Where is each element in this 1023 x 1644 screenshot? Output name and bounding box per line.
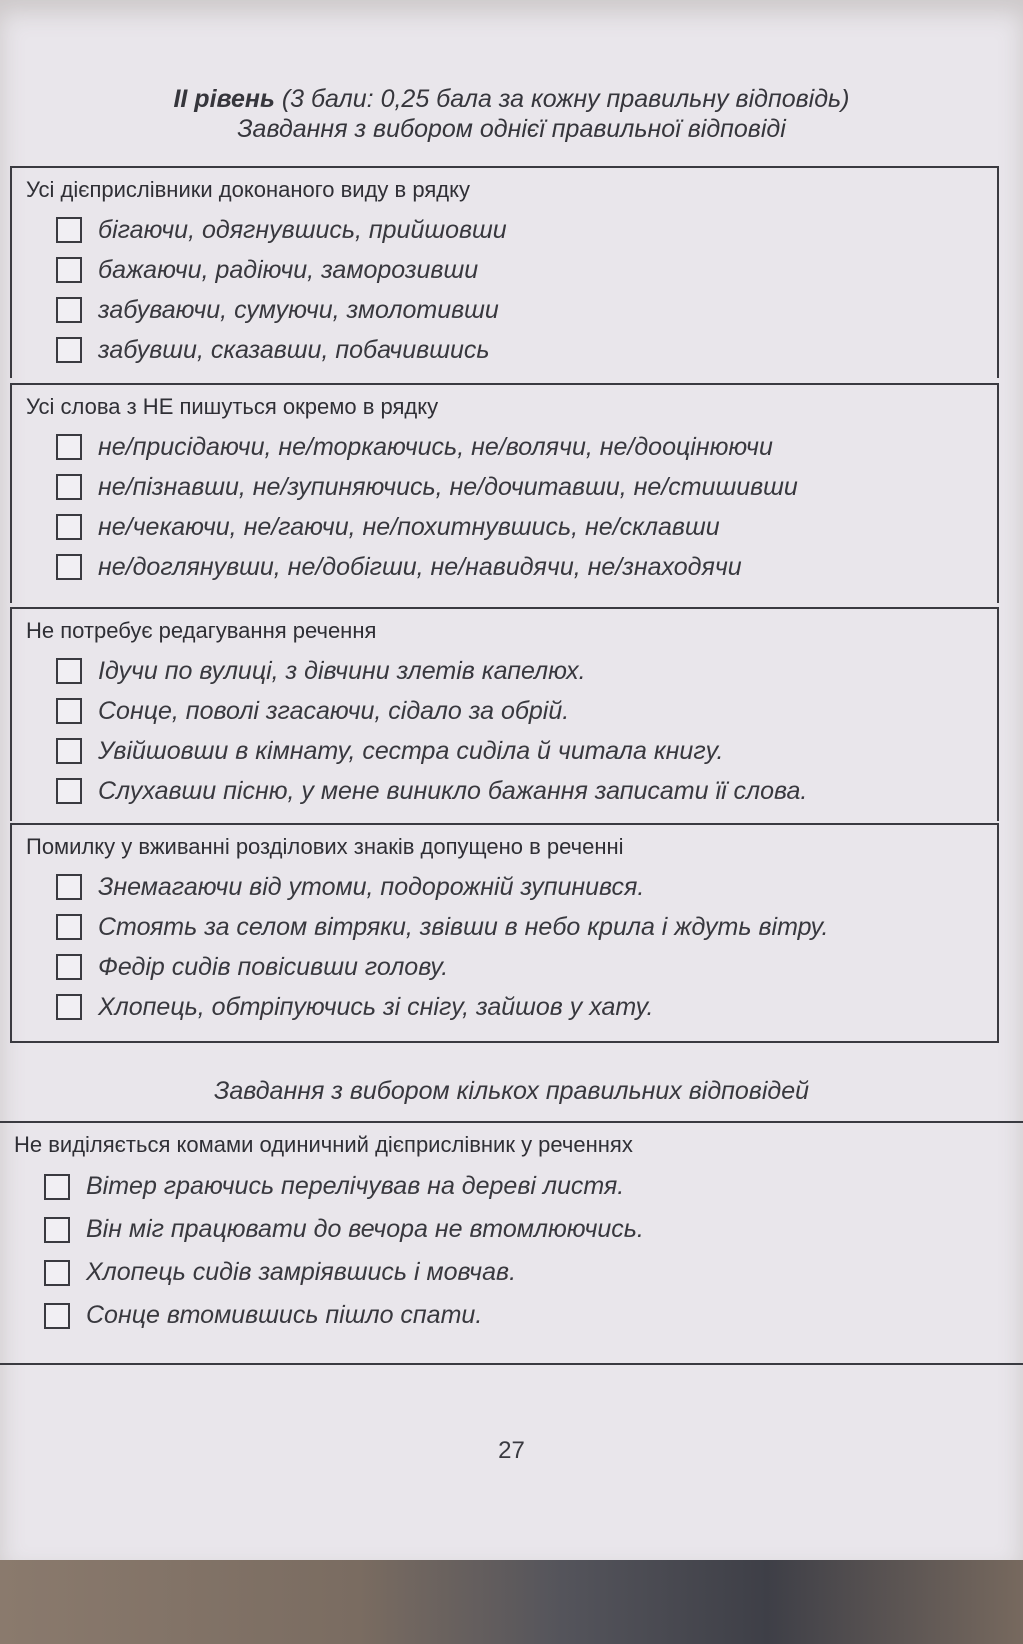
option-text: Сонце, поволі згасаючи, сідало за обрій. [98, 696, 570, 725]
option-text: Слухавши пісню, у мене виникло бажання записати її слова. [98, 776, 808, 805]
checkbox[interactable] [56, 474, 82, 500]
option-1a[interactable] [56, 210, 997, 250]
option-text: забуваючи, сумуючи, змолотивши [98, 295, 499, 324]
option-1c[interactable] [56, 290, 997, 330]
option-1d[interactable] [56, 330, 997, 370]
checkbox[interactable] [56, 514, 82, 540]
option-3b[interactable] [56, 691, 997, 731]
option-2b[interactable] [56, 467, 997, 507]
checkbox[interactable] [56, 554, 82, 580]
checkbox[interactable] [56, 658, 82, 684]
checkbox[interactable] [56, 874, 82, 900]
question-title: Усі дієприслівники доконаного виду в рядку [26, 177, 470, 202]
checkbox[interactable] [56, 914, 82, 940]
checkbox[interactable] [56, 954, 82, 980]
checkbox[interactable] [56, 217, 82, 243]
checkbox[interactable] [44, 1174, 70, 1200]
level-header [0, 84, 1023, 144]
question-title: Не потребує редагування речення [26, 618, 377, 643]
checkbox[interactable] [56, 257, 82, 283]
level-label: II рівень [173, 85, 275, 113]
option-text: не/присідаючи, не/торкаючись, не/волячи, не/дооцінюючи [98, 432, 773, 461]
checkbox[interactable] [44, 1260, 70, 1286]
question-2 [10, 383, 999, 603]
checkbox[interactable] [56, 297, 82, 323]
option-5d[interactable] [44, 1294, 1023, 1337]
option-2a[interactable] [56, 427, 997, 467]
option-text: Увійшовши в кімнату, сестра сиділа й читала книгу. [98, 736, 724, 765]
option-3a[interactable] [56, 651, 997, 691]
background-fabric [0, 1560, 1023, 1644]
question-1 [10, 166, 999, 378]
option-text: Він міг працювати до вечора не втомлюючись. [86, 1215, 644, 1243]
single-choice-subtitle: Завдання з вибором однієї правильної відповіді [237, 115, 786, 143]
option-text: не/доглянувши, не/добігши, не/навидячи, не/знаходячи [98, 552, 742, 581]
option-2d[interactable] [56, 547, 997, 587]
option-text: бігаючи, одягнувшись, прийшовши [98, 215, 507, 244]
option-text: Ідучи по вулиці, з дівчини злетів капелюх. [98, 656, 586, 685]
question-title: Не виділяється комами одиничний дієприслівник у реченнях [14, 1132, 633, 1157]
option-3c[interactable] [56, 731, 997, 771]
option-text: не/чекаючи, не/гаючи, не/похитнувшись, не/склавши [98, 512, 720, 541]
checkbox[interactable] [56, 994, 82, 1020]
checkbox[interactable] [44, 1217, 70, 1243]
checkbox[interactable] [56, 434, 82, 460]
level-heading [0, 84, 1023, 114]
question-title: Помилку у вживанні розділових знаків допущено в реченні [26, 834, 624, 859]
option-text: Вітер граючись перелічував на дереві листя. [86, 1172, 625, 1200]
option-text: бажаючи, радіючи, заморозивши [98, 255, 479, 284]
checkbox[interactable] [56, 738, 82, 764]
page-number: 27 [498, 1437, 525, 1464]
question-3 [10, 607, 999, 821]
option-4b[interactable] [56, 907, 997, 947]
option-text: Хлопець сидів замріявшись і мовчав. [86, 1258, 517, 1286]
option-4c[interactable] [56, 947, 997, 987]
option-text: Хлопець, обтріпуючись зі снігу, зайшов у хату. [98, 992, 654, 1021]
checkbox[interactable] [56, 698, 82, 724]
option-3d[interactable] [56, 771, 997, 811]
option-5b[interactable] [44, 1208, 1023, 1251]
option-text: не/пізнавши, не/зупиняючись, не/дочитавши, не/стишивши [98, 472, 798, 501]
option-text: забувши, сказавши, побачившись [98, 335, 490, 364]
question-4 [10, 823, 999, 1043]
option-text: Стоять за селом вітряки, звівши в небо крила і ждуть вітру. [98, 912, 829, 941]
option-4d[interactable] [56, 987, 997, 1027]
option-5c[interactable] [44, 1251, 1023, 1294]
option-text: Сонце втомившись пішло спати. [86, 1301, 483, 1329]
option-2c[interactable] [56, 507, 997, 547]
option-text: Федір сидів повісивши голову. [98, 952, 449, 981]
question-title: Усі слова з НЕ пишуться окремо в рядку [26, 394, 439, 419]
multi-choice-subtitle: Завдання з вибором кількох правильних відповідей [213, 1077, 810, 1105]
option-5a[interactable] [44, 1165, 1023, 1208]
option-1b[interactable] [56, 250, 997, 290]
checkbox[interactable] [56, 778, 82, 804]
checkbox[interactable] [56, 337, 82, 363]
checkbox[interactable] [44, 1303, 70, 1329]
question-5 [0, 1121, 1023, 1365]
option-4a[interactable] [56, 867, 997, 907]
option-text: Знемагаючи від утоми, подорожній зупинився. [98, 872, 645, 901]
level-points: (3 бали: 0,25 бала за кожну правильну відповідь) [281, 85, 850, 113]
